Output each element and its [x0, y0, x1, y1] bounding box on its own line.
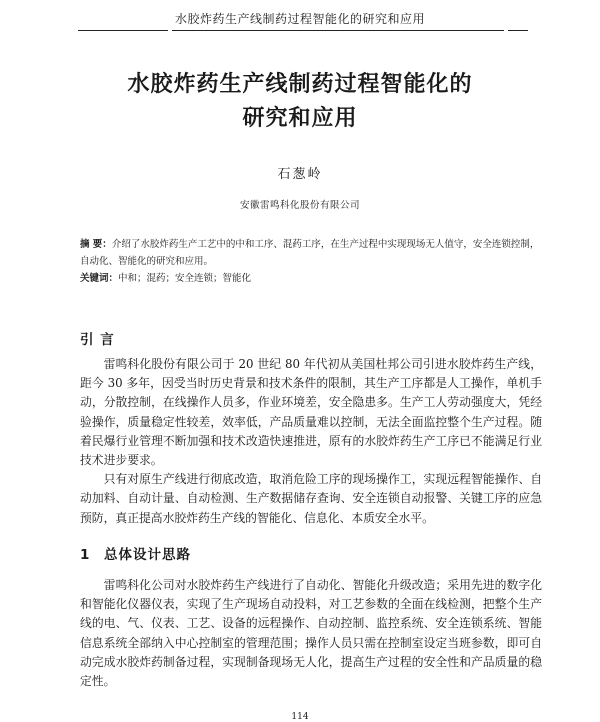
section-number: 1	[80, 547, 91, 563]
section-heading: 总体设计思路	[104, 547, 191, 563]
section-title-1	[80, 543, 191, 563]
affiliation: 安徽雷鸣科化股份有限公司	[239, 200, 360, 211]
section-title-intro: 引 言	[80, 332, 115, 348]
section-1-body	[80, 576, 542, 691]
abstract-text: 介绍了水胶炸药生产工艺中的中和工序、混药工序，在生产过程中实现现场无人值守，安全连锁控制，自动化、智能化的研究和应用。	[80, 239, 540, 267]
paper-title	[0, 68, 600, 136]
abstract-label: 摘 要：	[80, 239, 112, 250]
keywords	[80, 270, 540, 287]
running-head: 水胶炸药生产线制药过程智能化的研究和应用	[174, 12, 425, 26]
paragraph: 只有对原生产线进行彻底改造，取消危险工序的现场操作工，实现远程智能操作、自动加料、自动计量、自动检测、生产数据储存查询、安全连锁自动报警、关键工序的应急预防，真正提高水胶炸药生产线的智能化、信息化、本质安全水平。	[80, 472, 542, 525]
title-line-1: 水胶炸药生产线制药过程智能化的	[127, 72, 473, 97]
paragraph: 雷鸣科化公司对水胶炸药生产线进行了自动化、智能化升级改造；采用先进的数字化和智能化仪器仪表，实现了生产现场自动投料，对工艺参数的全面在线检测，把整个生产线的电、气、仪表、工艺、设备的远程操作、自动控制、监控系统、安全连锁系统、智能信息系统全部纳入中心控制室的管理范围；操作人员只需在控制室设定当班参数，即可自动完成水胶炸药制备过程，实现制备现场无人化，提高生产过程的安全性和产品质量的稳定性。	[80, 578, 542, 689]
header-rule-left	[78, 30, 168, 31]
abstract	[80, 236, 540, 270]
abstract-block	[80, 236, 540, 287]
header-rule-right	[508, 30, 528, 31]
intro-body	[80, 355, 542, 528]
paragraph: 雷鸣科化股份有限公司于 20 世纪 80 年代初从美国杜邦公司引进水胶炸药生产线，距今 30 多年，因受当时历史背景和技术条件的限制，其生产工序都是人工操作，单机手动，分散控制，在线操作人员多，作业环境差，安全隐患多。生产工人劳动强度大，凭经验操作，质量稳定性较差，效率低，产品质量难以控制，无法全面监控整个生产过程。随着民爆行业管理不断加强和技术改造快速推进，原有的水胶炸药生产工序已不能满足行业技术进步要求。	[80, 357, 542, 468]
author: 石葱岭	[277, 167, 323, 182]
header-rule-main	[172, 30, 504, 31]
title-line-2: 研究和应用	[242, 106, 358, 131]
page-number: 114	[291, 712, 309, 722]
keywords-text: 中和；混药；安全连锁；智能化	[118, 273, 252, 284]
keywords-label: 关键词：	[80, 273, 119, 284]
